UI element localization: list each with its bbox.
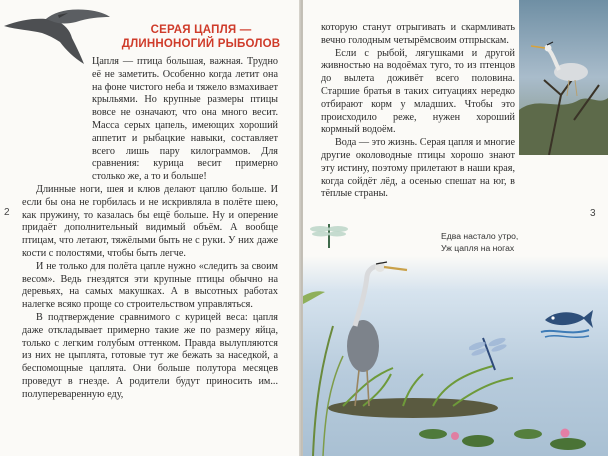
paragraph: Цапля — птица большая, важная. Трудно её не заметить. Особенно когда летит она на фоне чистого неба и тяжело взмахивает крыльями. Но крупные размеры птицы вовсе не означают, что она много весит. Масса серых цапель, имеющих хороший аппетит и рыбацкие навыки, составляет всего лишь пару килограммов. Для сравнения: курица весит примерно столько же, а то и больше! [92, 56, 278, 183]
fish-illustration [539, 302, 595, 342]
paragraph: Вода — это жизнь. Серая цапля и многие другие околоводные птицы хорошо знают эту истину, поэтому прилетают в наши края, когда сойдёт лёд, а осенью спешат на юг, в тёплые страны. [321, 137, 515, 200]
article-title-line2: ДЛИННОНОГИЙ РЫБОЛОВ [121, 38, 281, 50]
right-page [303, 0, 608, 456]
paragraph: которую станут отрыгивать и скармливать вечно голодным четырёмсвоим отпрыскам. [321, 22, 515, 46]
paragraph: Длинные ноги, шея и клюв делают цаплю больше. И если бы она не горбилась и не искривляла в полёте шею, как пружину, то казалась бы ещё больше. Ну и оперение придаёт дополнительный видимый объём. А вообще птицам, что летают, тяжёлыми быть не с руки. У них даже кости с полостями, чтобы быть легче. [22, 183, 278, 259]
page-number-right: 3 [590, 208, 596, 219]
page-number-left: 2 [4, 207, 10, 218]
left-page [0, 0, 301, 456]
paragraph: Если с рыбой, лягушками и другой живностью на водоёмах туго, то из птенцов до вылета доживёт всего половина. Старшие братья в таких ситуациях нередко отбирают корм у младших. Чтобы это происходило реже, нужен хороший кормный водоём. [321, 47, 515, 136]
dragonfly-illustration [469, 334, 509, 372]
article-title-line1: СЕРАЯ ЦАПЛЯ — [150, 24, 252, 36]
paragraph: В подтверждение сравнимого с курицей веса: цапля даже откладывает примерно такие же по размеру яйца, только с легким голубым оттенком. Правда вылупляются из них не цыплята, готовые тут же бежать за наседкой, а беспомощные цаплята. Они больше полутора месяцев проведут в гнезде. А родители будут приносить им... полупереваренную еду, [22, 311, 278, 400]
dragonfly-illustration [309, 220, 349, 250]
heron-standing-in-water-photo [303, 256, 608, 456]
heron-on-branch-photo [519, 0, 608, 155]
left-page-text [22, 56, 278, 402]
right-page-text [321, 22, 515, 201]
poem-line: Уж цапля на ногах [441, 243, 515, 254]
paragraph: И не только для полёта цапле нужно «следить за своим весом». Ведь гнездятся эти крупные птицы обычно на деревьях, на самых макушках. А в высотных работах налегке всяко проще со строительством управляться. [22, 260, 278, 311]
poem-line: Едва настало утро, [441, 231, 519, 241]
water-lily-illustration [451, 432, 459, 440]
